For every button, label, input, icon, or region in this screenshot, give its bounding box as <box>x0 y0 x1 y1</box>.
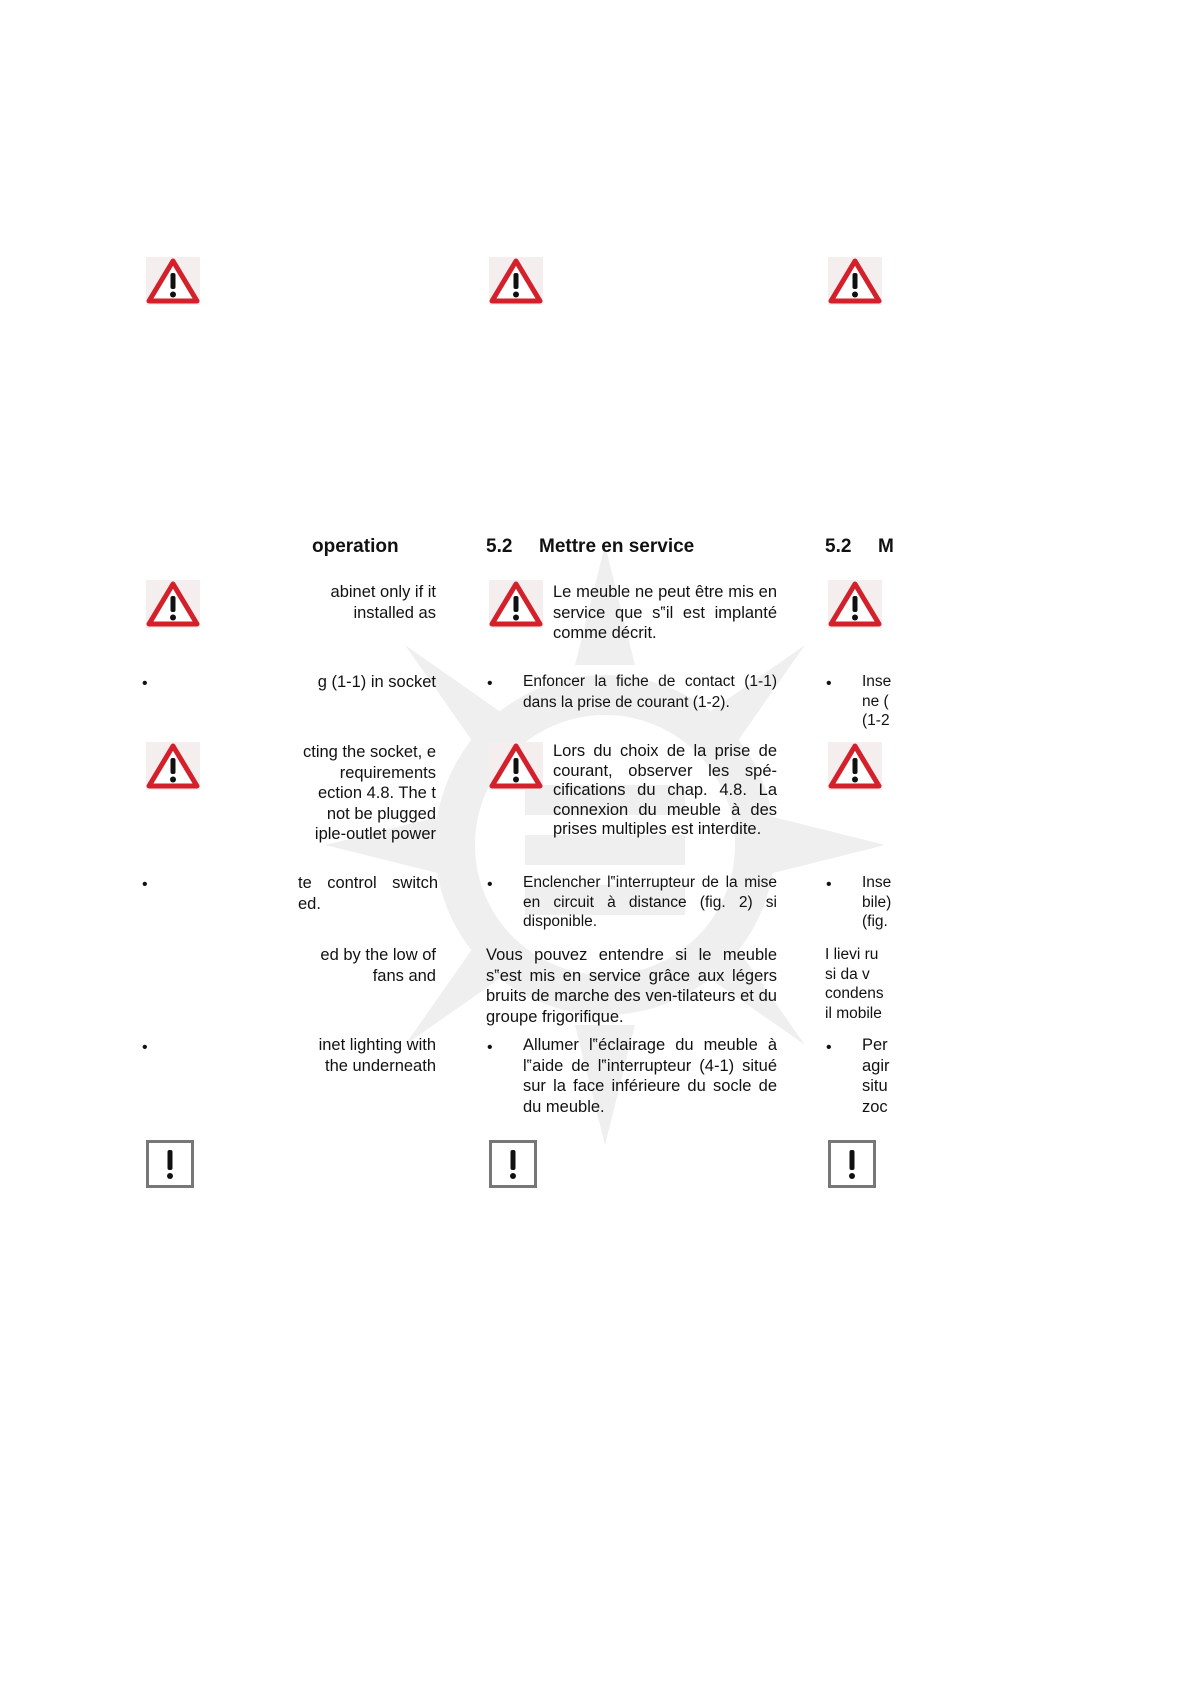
warning-paragraph: Le meuble ne peut être mis en service que s‟il est implanté comme décrit. <box>553 583 777 642</box>
warning-triangle-icon <box>828 257 882 305</box>
bullet-marker: • <box>142 1039 148 1056</box>
bullet-marker: • <box>487 1039 493 1056</box>
section-heading-number: 5.2 <box>486 536 513 557</box>
warning-triangle-icon <box>489 580 543 628</box>
note-exclamation-icon <box>146 1140 194 1188</box>
bullet-text: Enclencher l‟interrupteur de la mise en circuit à distance (fig. 2) si disponible. <box>523 874 777 930</box>
section-heading-number: 5.2 <box>825 536 852 557</box>
bullet-text: te control switch ed. <box>298 874 438 913</box>
warning-paragraph: cting the socket, e requirements ection 4.8. The t not be plugged iple-outlet power <box>303 743 436 843</box>
bullet-text: Allumer l‟éclairage du meuble à l‟aide de l‟interrupteur (4-1) situé sur la face inférieure du socle de du meuble. <box>523 1036 777 1116</box>
bullet-text: inet lighting with the underneath <box>318 1036 436 1075</box>
bullet-marker: • <box>142 876 148 893</box>
warning-triangle-icon <box>146 742 200 790</box>
warning-triangle-icon <box>828 742 882 790</box>
bullet-text: Inse bile) (fig. <box>862 874 892 930</box>
section-heading-title: operation <box>312 536 399 557</box>
warning-triangle-icon <box>146 257 200 305</box>
bullet-text: Per agir situ zoc <box>862 1036 890 1116</box>
bullet-marker: • <box>487 675 493 692</box>
column-italian <box>820 0 920 1684</box>
bullet-marker: • <box>142 675 148 692</box>
column-french <box>480 0 790 1684</box>
warning-paragraph: abinet only if it installed as <box>330 583 436 622</box>
column-english <box>0 0 440 1684</box>
info-paragraph: ed by the low of fans and <box>320 946 436 985</box>
bullet-text: g (1-1) in socket <box>317 673 436 691</box>
bullet-text: Inse ne ( (1-2 <box>862 673 892 729</box>
warning-triangle-icon <box>146 580 200 628</box>
info-paragraph: Vous pouvez entendre si le meuble s‟est mis en service grâce aux légers bruits de marche des ven-tilateurs et du groupe frigorifique. <box>486 946 777 1026</box>
bullet-marker: • <box>826 1039 832 1056</box>
warning-triangle-icon <box>828 580 882 628</box>
bullet-marker: • <box>487 876 493 893</box>
bullet-marker: • <box>826 675 832 692</box>
note-exclamation-icon <box>828 1140 876 1188</box>
section-heading-title: M <box>878 536 894 557</box>
section-heading-title: Mettre en service <box>539 536 695 557</box>
bullet-marker: • <box>826 876 832 893</box>
note-exclamation-icon <box>489 1140 537 1188</box>
info-paragraph: I lievi ru si da v condens il mobile <box>825 946 884 1022</box>
bullet-text: Enfoncer la fiche de contact (1-1) dans la prise de courant (1-2). <box>523 673 777 711</box>
warning-paragraph: Lors du choix de la prise de courant, observer les spé-cifications du chap. 4.8. La connexion du meuble à des prises multiples est interdite. <box>553 742 777 839</box>
warning-triangle-icon <box>489 257 543 305</box>
warning-triangle-icon <box>489 742 543 790</box>
